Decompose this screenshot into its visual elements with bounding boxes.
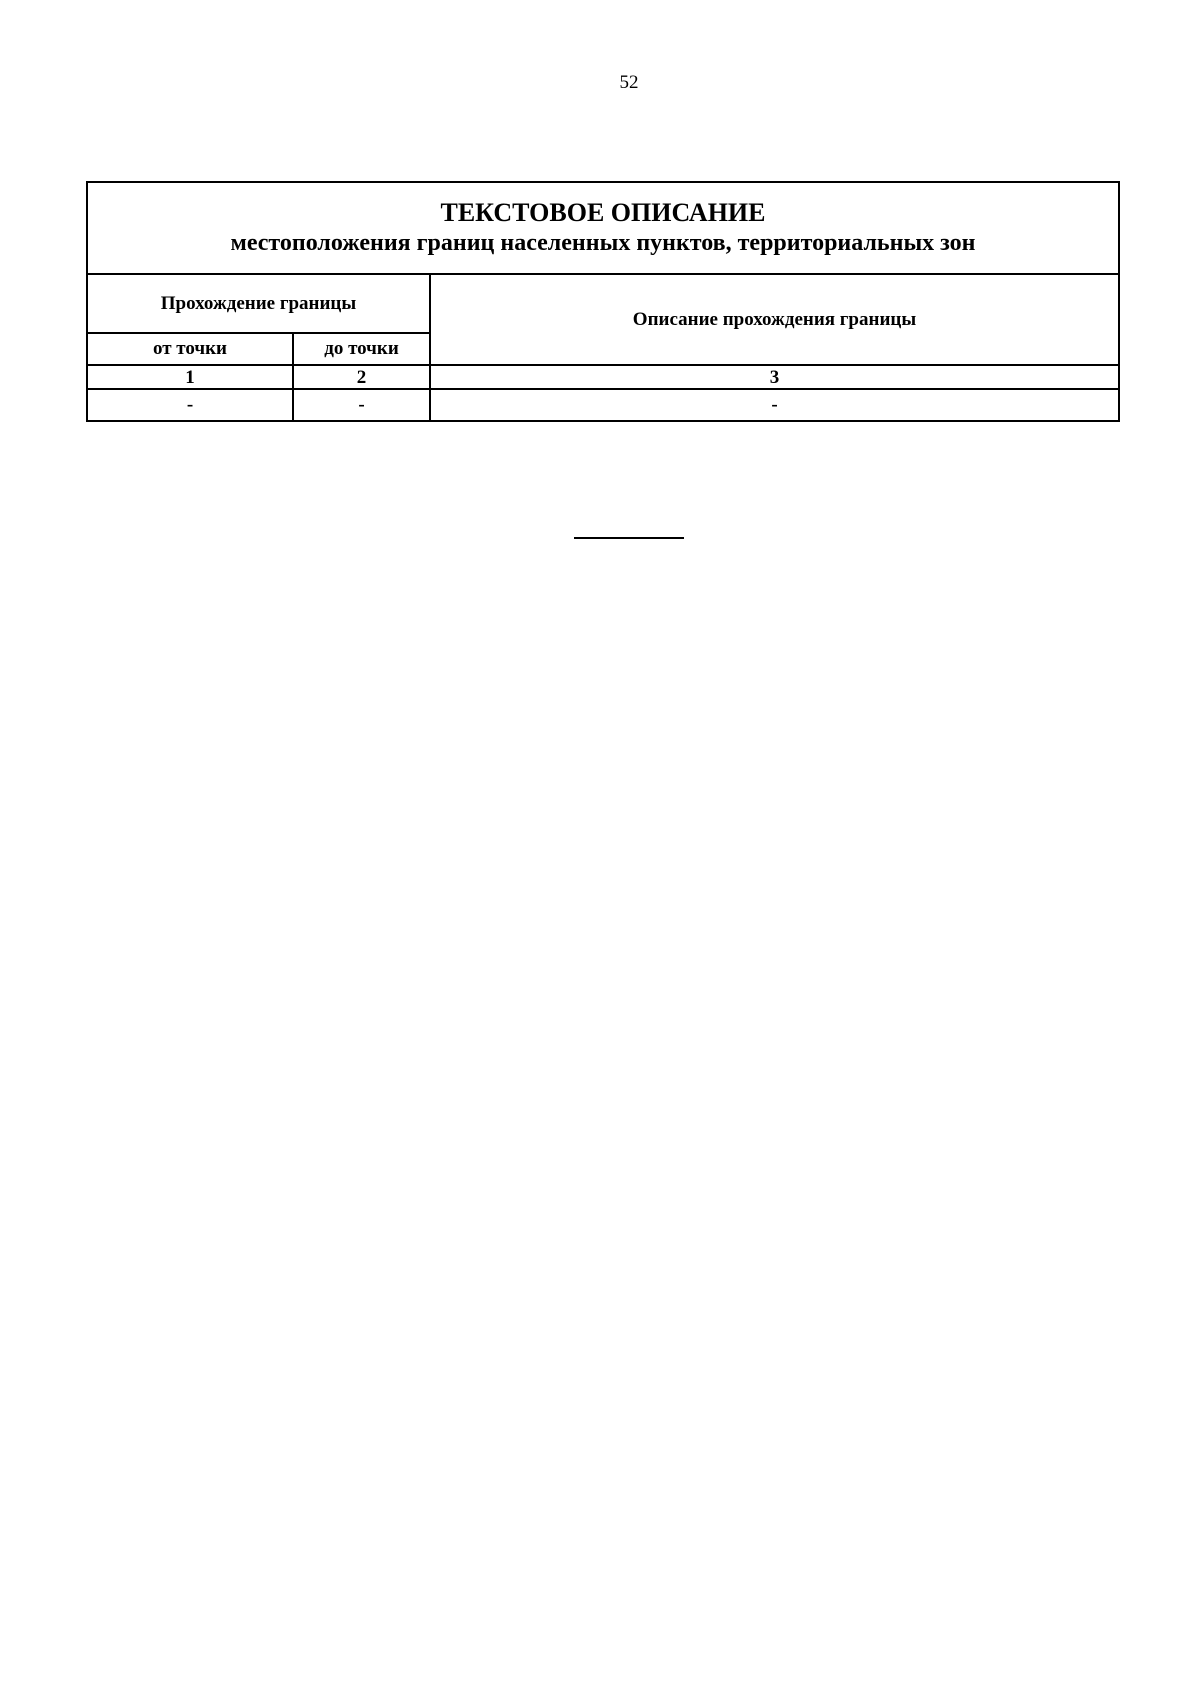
column-number-1: 1 xyxy=(87,365,293,389)
header-to-point: до точки xyxy=(293,333,430,365)
boundary-description-table xyxy=(86,181,1120,422)
table-title-cell xyxy=(87,182,1119,274)
header-passage: Прохождение границы xyxy=(87,274,430,333)
table-row xyxy=(87,389,1119,421)
column-number-2: 2 xyxy=(293,365,430,389)
cell-description: - xyxy=(430,389,1119,421)
end-divider-line xyxy=(574,537,684,539)
cell-to-point: - xyxy=(293,389,430,421)
cell-from-point: - xyxy=(87,389,293,421)
header-from-point: от точки xyxy=(87,333,293,365)
header-description: Описание прохождения границы xyxy=(430,274,1119,365)
page-number: 52 xyxy=(619,72,639,93)
table-title: ТЕКСТОВОЕ ОПИСАНИЕ xyxy=(440,198,766,227)
column-number-3: 3 xyxy=(430,365,1119,389)
table-subtitle: местоположения границ населенных пунктов, территориальных зон xyxy=(230,230,976,256)
